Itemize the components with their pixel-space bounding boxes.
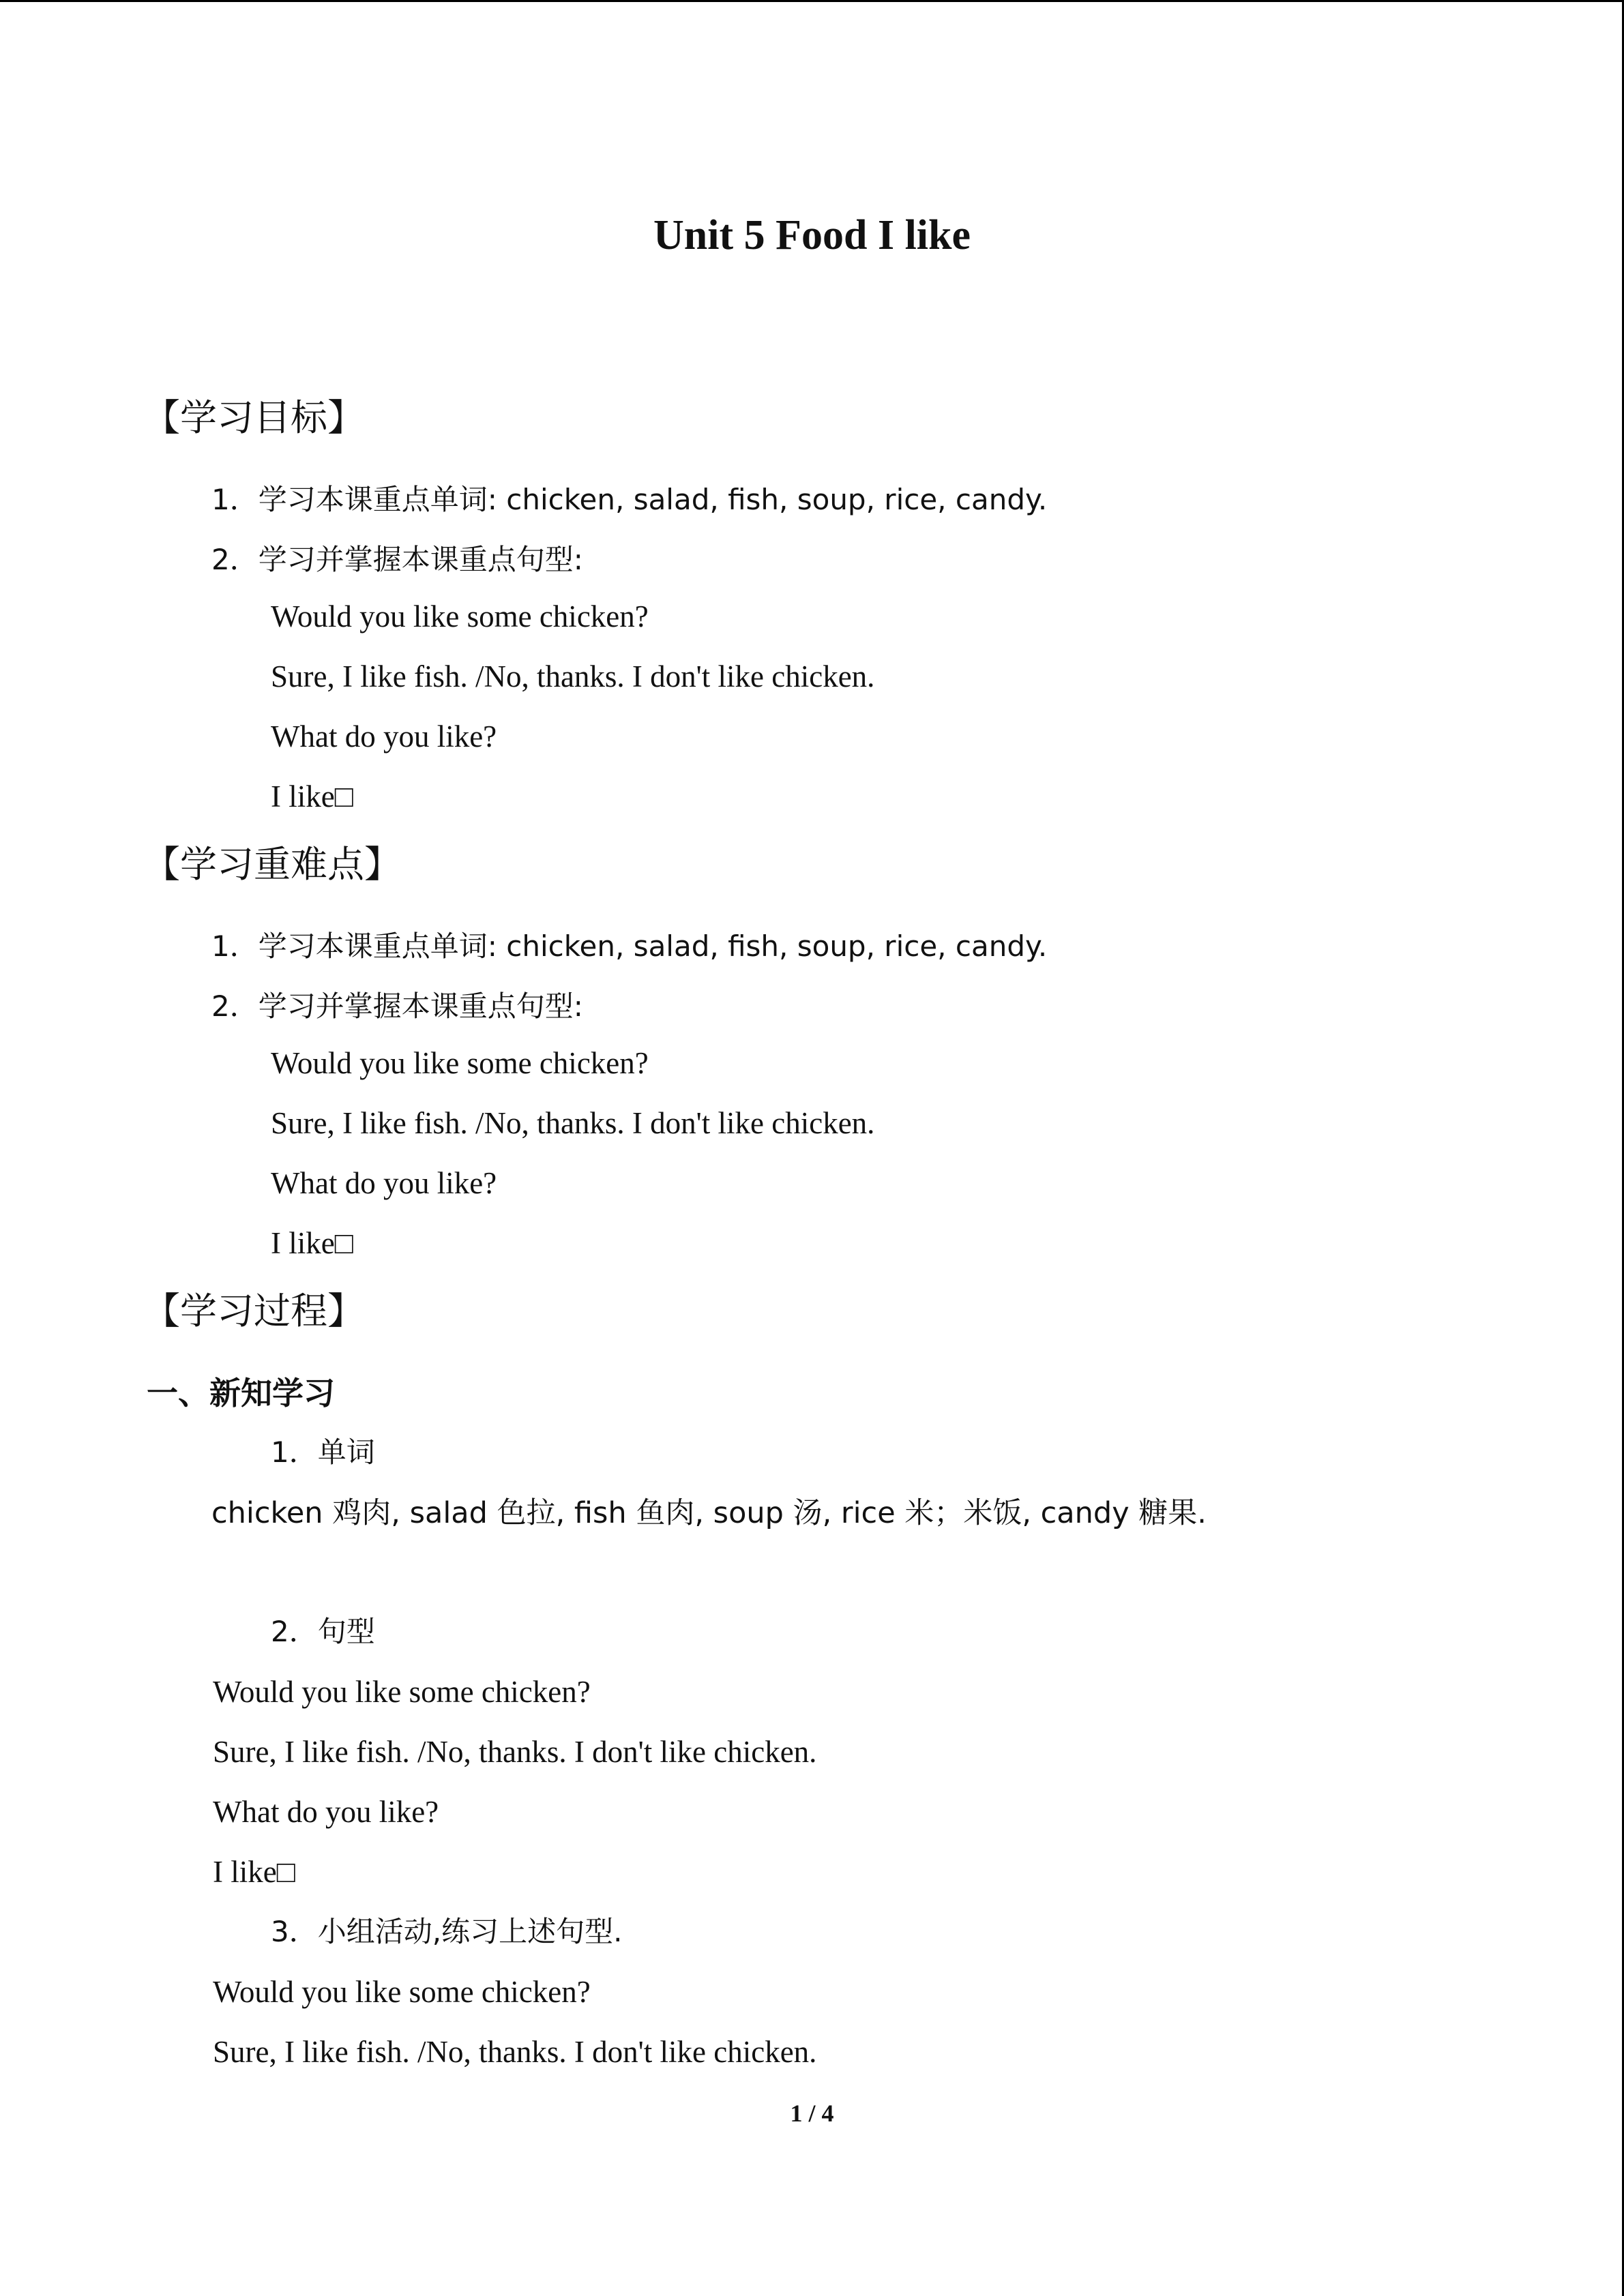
sentence-line: Would you like some chicken? — [213, 1975, 591, 2009]
sentence-line: I like□ — [213, 1855, 295, 1889]
item-text: 学习本课重点单词: chicken, salad, fish, soup, rice, candy. — [258, 483, 1048, 516]
objectives-item-1 — [211, 477, 1047, 518]
sentence-line: Sure, I like fish. /No, thanks. I don't like chicken. — [271, 659, 875, 694]
sentence-line: Sure, I like fish. /No, thanks. I don't like chicken. — [213, 2035, 817, 2069]
process-heading: 【学习过程】 — [143, 1289, 364, 1332]
objectives-heading: 【学习目标】 — [143, 396, 364, 439]
item-number: 1． — [211, 929, 259, 963]
sentence-line: Would you like some chicken? — [213, 1675, 591, 1709]
page-title: Unit 5 Food I like — [653, 212, 971, 258]
objectives-item-2 — [211, 537, 583, 578]
item-text: 学习并掌握本课重点句型: — [258, 989, 583, 1023]
sentence-line: Would you like some chicken? — [271, 1046, 649, 1080]
item-text: 学习本课重点单词: chicken, salad, fish, soup, rice, candy. — [258, 929, 1048, 963]
sentence-line: Sure, I like fish. /No, thanks. I don't like chicken. — [271, 1106, 875, 1140]
sentence-line: Sure, I like fish. /No, thanks. I don't like chicken. — [213, 1735, 817, 1769]
sentence-line: What do you like? — [271, 719, 497, 754]
sentence-line: What do you like? — [271, 1166, 497, 1200]
sentence-line: I like□ — [271, 1226, 353, 1260]
patterns-label: 2．句型 — [271, 1615, 375, 1648]
section-title: 一、新知学习 — [147, 1375, 335, 1412]
page-number: 1 / 4 — [790, 2100, 834, 2127]
item-number: 1． — [211, 483, 259, 516]
key-points-item-2 — [211, 984, 583, 1025]
sentence-line: I like□ — [271, 779, 353, 814]
item-number: 2． — [211, 989, 259, 1023]
sentence-line: Would you like some chicken? — [271, 599, 649, 633]
sentence-line: What do you like? — [213, 1795, 439, 1829]
key-points-heading: 【学习重难点】 — [143, 843, 401, 886]
words-label: 1．单词 — [271, 1435, 375, 1469]
words-line: chicken 鸡肉, salad 色拉, fish 鱼肉, soup 汤, rice 米；米饭, candy 糖果. — [211, 1496, 1207, 1530]
item-number: 2． — [211, 543, 259, 576]
item-text: 学习并掌握本课重点句型: — [258, 543, 583, 576]
top-border — [0, 0, 1624, 2]
activity-label: 3．小组活动,练习上述句型. — [271, 1915, 623, 1948]
key-points-item-1 — [211, 924, 1047, 965]
